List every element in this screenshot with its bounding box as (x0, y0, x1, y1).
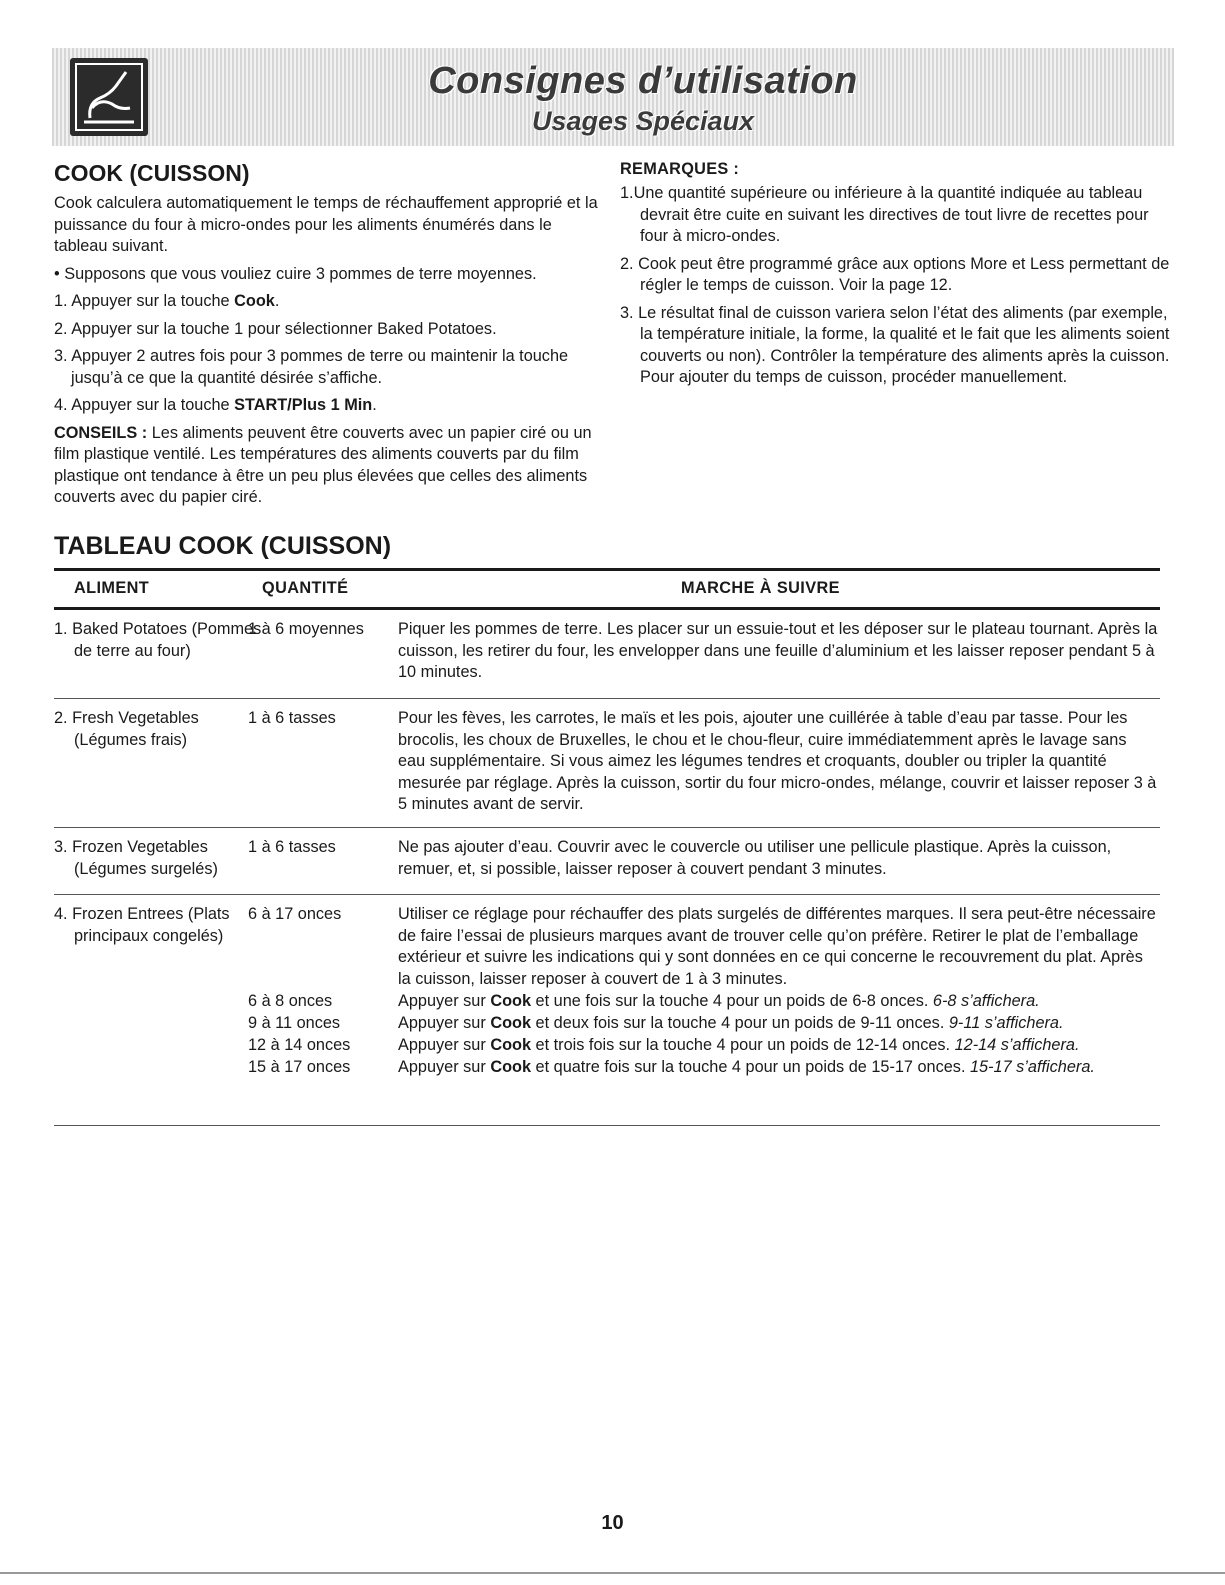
cell-quantite: 1 à 6 tasses (248, 709, 336, 727)
cell-aliment: 3. Frozen Vegetables (Légumes surgelés) (54, 838, 218, 878)
sub-instruction: Appuyer sur Cook et deux fois sur la touche 4 pour un poids de 9-11 onces. 9-11 s’affichera. (398, 1014, 1064, 1032)
sub-instruction: Appuyer sur Cook et trois fois sur la touche 4 pour un poids de 12-14 onces. 12-14 s’affichera. (398, 1036, 1080, 1054)
header-banner (52, 48, 1174, 146)
cell-quantite: 1 à 6 moyennes (248, 620, 364, 638)
cook-tips (54, 423, 599, 509)
header-quantite: QUANTITÉ (262, 579, 349, 597)
cell-aliment: 4. Frozen Entrees (Plats principaux congelés) (54, 905, 230, 945)
sub-instruction: Appuyer sur Cook et quatre fois sur la touche 4 pour un poids de 15-17 onces. 15-17 s’affichera. (398, 1058, 1095, 1076)
cook-steps (54, 291, 599, 417)
cook-step: 1. Appuyer sur la touche Cook. (54, 292, 280, 310)
cell-aliment: 2. Fresh Vegetables (Légumes frais) (54, 709, 199, 749)
table-title: TABLEAU COOK (CUISSON) (54, 532, 392, 560)
page-title: Consignes d’utilisation (428, 60, 858, 102)
cook-heading: COOK (CUISSON) (54, 160, 250, 186)
cook-step: 4. Appuyer sur la touche START/Plus 1 Min. (54, 396, 377, 414)
table-row (54, 828, 1160, 895)
cook-intro: Cook calculera automatiquement le temps de réchauffement approprié et la puissance du four à micro-ondes pour les aliments énumérés dans le tableau suivant. (54, 194, 598, 255)
sub-quantite: 9 à 11 onces (248, 1014, 341, 1032)
cook-example: • Supposons que vous vouliez cuire 3 pommes de terre moyennes. (54, 264, 537, 283)
sub-instruction: Appuyer sur Cook et une fois sur la touche 4 pour un poids de 6-8 onces. 6-8 s’affichera. (398, 992, 1040, 1010)
remark-item: 2. Cook peut être programmé grâce aux options More et Less permettant de régler le temps de cuisson. Voir la page 12. (620, 254, 1170, 294)
table-row (54, 610, 1160, 699)
cook-step: 2. Appuyer sur la touche 1 pour sélectionner Baked Potatoes. (54, 319, 497, 338)
cook-section (54, 160, 599, 515)
cell-marche: Piquer les pommes de terre. Les placer sur un essuie-tout et les déposer sur le plateau tournant. Après la cuisson, les retirer du four, les envelopper dans une feuille d’aluminium et les laisser reposer pendant 5 à 10 minutes. (398, 620, 1158, 681)
tips-label: CONSEILS : (54, 423, 148, 442)
bottom-divider (0, 1572, 1225, 1574)
sub-quantite: 15 à 17 onces (248, 1058, 351, 1076)
remarks-section (620, 160, 1170, 395)
cell-aliment: 1. Baked Potatoes (Pommes de terre au four) (54, 620, 262, 660)
tips-text: Les aliments peuvent être couverts avec un papier ciré ou un film plastique ventilé. Les températures des aliments couverts par du film plastique ont tendance à être un peu plus élevées que celles des aliments couverts avec du papier ciré. (54, 423, 592, 506)
cook-step: 3. Appuyer 2 autres fois pour 3 pommes de terre ou maintenir la touche jusqu’à ce que la quantité désirée s’affiche. (54, 347, 569, 387)
cell-marche: Ne pas ajouter d’eau. Couvrir avec le couvercle ou utiliser une pellicule plastique. Après la cuisson, remuer, et, si possible, laisser reposer à couvert pendant 3 minutes. (398, 838, 1112, 878)
header-aliment: ALIMENT (74, 579, 150, 597)
cell-marche: Pour les fèves, les carrotes, le maïs et les pois, ajouter une cuillérée à table d’eau par tasse. Pour les brocolis, les choux de Bruxelles, le chou et le chou-fleur, cuire immédiatemment après le lavage sans eau supplémentaire. Si vous aimez les légumes tendres et croquants, doubler ou tripler la quantité mesurée par réglage. Après la cuisson, sortir du four micro-ondes, mélange, couvrir et laisser reposer 3 à 5 minutes avant de servir. (398, 709, 1157, 813)
remarks-heading: REMARQUES : (620, 160, 740, 178)
table-row (54, 895, 1160, 1126)
page-subtitle: Usages Spéciaux (531, 106, 755, 136)
page-number: 10 (601, 1512, 624, 1534)
cell-quantite: 1 à 6 tasses (248, 838, 336, 856)
sub-quantite: 12 à 14 onces (248, 1036, 351, 1054)
cook-table (54, 568, 1160, 1126)
cell-marche: Utiliser ce réglage pour réchauffer des plats surgelés de différentes marques. Il sera peut-être nécessaire de faire l’essai de plusieurs marques avant de trouver celle qu’on préfère. Retirer le plat de l’emballage extérieur et suivre les indications qui y sont données en ce qui concerne le recouvrement du plat. Après la cuisson, laisser reposer à couvert de 1 à 3 minutes. (398, 905, 1156, 988)
table-row (54, 699, 1160, 828)
remark-item: 1.Une quantité supérieure ou inférieure à la quantité indiquée au tableau devrait être cuite en suivant les directives de tout livre de recettes pour four à micro-ondes. (620, 184, 1149, 245)
remark-item: 3. Le résultat final de cuisson variera selon l’état des aliments (par exemple, la température initiale, la forme, la qualité et le fait que les aliments soient couverts ou non). Contrôler la température des aliments après la cuisson. Pour ajouter du temps de cuisson, procéder manuellement. (620, 303, 1170, 386)
header-marche: MARCHE À SUIVRE (681, 579, 840, 597)
cell-quantite: 6 à 17 onces (248, 905, 342, 923)
table-header (54, 568, 1160, 610)
remarks-list (620, 183, 1170, 389)
sub-quantite: 6 à 8 onces (248, 992, 333, 1010)
